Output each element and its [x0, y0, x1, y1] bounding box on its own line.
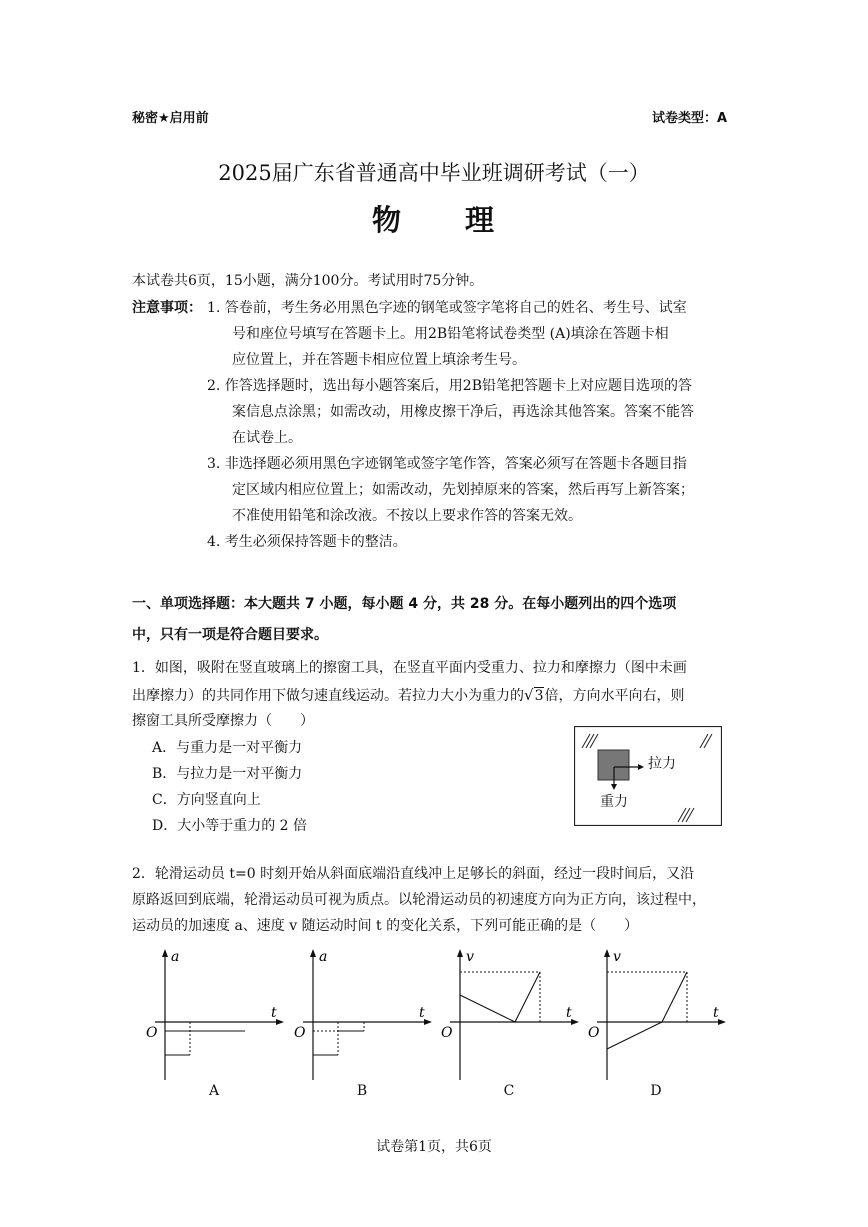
origin-label: O — [441, 1025, 453, 1041]
notice-label: 注意事项： — [132, 300, 202, 316]
graph-c — [435, 945, 585, 1085]
notice-line: 1. 答卷前，考生务必用黑色字迹的钢笔或签字笔将自己的姓名、考生号、试室 — [207, 300, 687, 316]
notice-line: 3. 非选择题必须用黑色字迹钢笔或签字笔作答，答案必须写在答题卡各题目指 — [207, 456, 687, 472]
q1-text-part: 出摩擦力）的共同作用下做匀速直线运动。若拉力大小为重力的 — [132, 688, 524, 704]
graph-c-caption: C — [503, 1083, 515, 1099]
q2-text: 原路返回到底端，轮滑运动员可视为质点。以轮滑运动员的初速度方向为正方向，该过程中， — [132, 892, 706, 908]
q2-text: 运动员的加速度 a、速度 v 随运动时间 t 的变化关系，下列可能正确的是（ ） — [132, 918, 639, 934]
intro-text: 本试卷共6页，15小题，满分100分。考试用时75分钟。 — [132, 273, 484, 289]
y-label: v — [613, 949, 621, 965]
page-footer: 试卷第1页，共6页 — [376, 1139, 492, 1155]
graph-a-caption: A — [208, 1083, 220, 1099]
window-figure — [574, 726, 722, 826]
gravity-label: 重力 — [600, 794, 628, 810]
sqrt-radicand: 3 — [534, 688, 544, 704]
notice-line: 定区域内相应位置上；如需改动，先划掉原来的答案，然后再写上新答案； — [232, 482, 694, 498]
curve — [607, 972, 687, 1049]
y-label: a — [171, 949, 180, 965]
notice-line: 2. 作答选择题时，选出每小题答案后，用2B铅笔把答题卡上对应题目选项的答 — [207, 378, 693, 394]
graph-d-caption: D — [650, 1083, 662, 1099]
q1-option-b: B．与拉力是一对平衡力 — [152, 766, 303, 782]
q1-text-part: 倍，方向水平向右，则 — [544, 688, 685, 704]
notice-line: 应位置上，并在答题卡相应位置上填涂考生号。 — [232, 352, 526, 368]
subject-title: 物 理 — [371, 203, 496, 237]
notice-line: 案信息点涂黑；如需改动，用橡皮擦干净后，再选涂其他答案。答案不能答 — [232, 404, 694, 420]
origin-label: O — [146, 1025, 158, 1041]
x-label: t — [419, 1005, 425, 1021]
x-label: t — [713, 1005, 719, 1021]
graph-a — [140, 945, 290, 1085]
graph-d — [582, 945, 732, 1085]
notice-line: 号和座位号填写在答题卡上。用2B铅笔将试卷类型 (A)填涂在答题卡相 — [232, 326, 669, 342]
window-figure-svg — [574, 726, 722, 826]
confidential-mark: 秘密★启用前 — [132, 111, 209, 126]
q1-text: 1．如图，吸附在竖直玻璃上的擦窗工具，在竖直平面内受重力、拉力和摩擦力（图中未画 — [132, 660, 687, 676]
y-label: v — [466, 949, 474, 965]
q1-text: 擦窗工具所受摩擦力（ ） — [132, 713, 314, 729]
origin-label: O — [294, 1025, 306, 1041]
pull-label: 拉力 — [648, 756, 676, 772]
q1-option-a: A．与重力是一对平衡力 — [152, 740, 303, 756]
notice-line: 在试卷上。 — [232, 430, 302, 446]
notice-line: 不准使用铅笔和涂改液。不按以上要求作答的答案无效。 — [232, 508, 582, 524]
q1-text — [132, 682, 684, 709]
graph-b-caption: B — [356, 1083, 368, 1099]
section-heading: 一、单项选择题：本大题共 7 小题，每小题 4 分，共 28 分。在每小题列出的四个选项 — [132, 596, 677, 612]
paper-type: 试卷类型：A — [652, 111, 728, 126]
q1-option-d: D．大小等于重力的 2 倍 — [152, 818, 308, 834]
graph-b — [288, 945, 438, 1085]
origin-label: O — [588, 1025, 600, 1041]
curve — [460, 972, 540, 1022]
x-label: t — [271, 1005, 277, 1021]
notice-line: 4. 考生必须保持答题卡的整洁。 — [207, 534, 407, 550]
sqrt-symbol: √ — [524, 686, 534, 704]
x-label: t — [566, 1005, 572, 1021]
exam-title: 2025届广东省普通高中毕业班调研考试（一） — [218, 161, 650, 185]
q2-text: 2．轮滑运动员 t=0 时刻开始从斜面底端沿直线冲上足够长的斜面，经过一段时间后，又沿 — [132, 866, 695, 882]
section-heading: 中，只有一项是符合题目要求。 — [132, 627, 328, 643]
q1-option-c: C．方向竖直向上 — [152, 792, 261, 808]
y-label: a — [319, 949, 328, 965]
